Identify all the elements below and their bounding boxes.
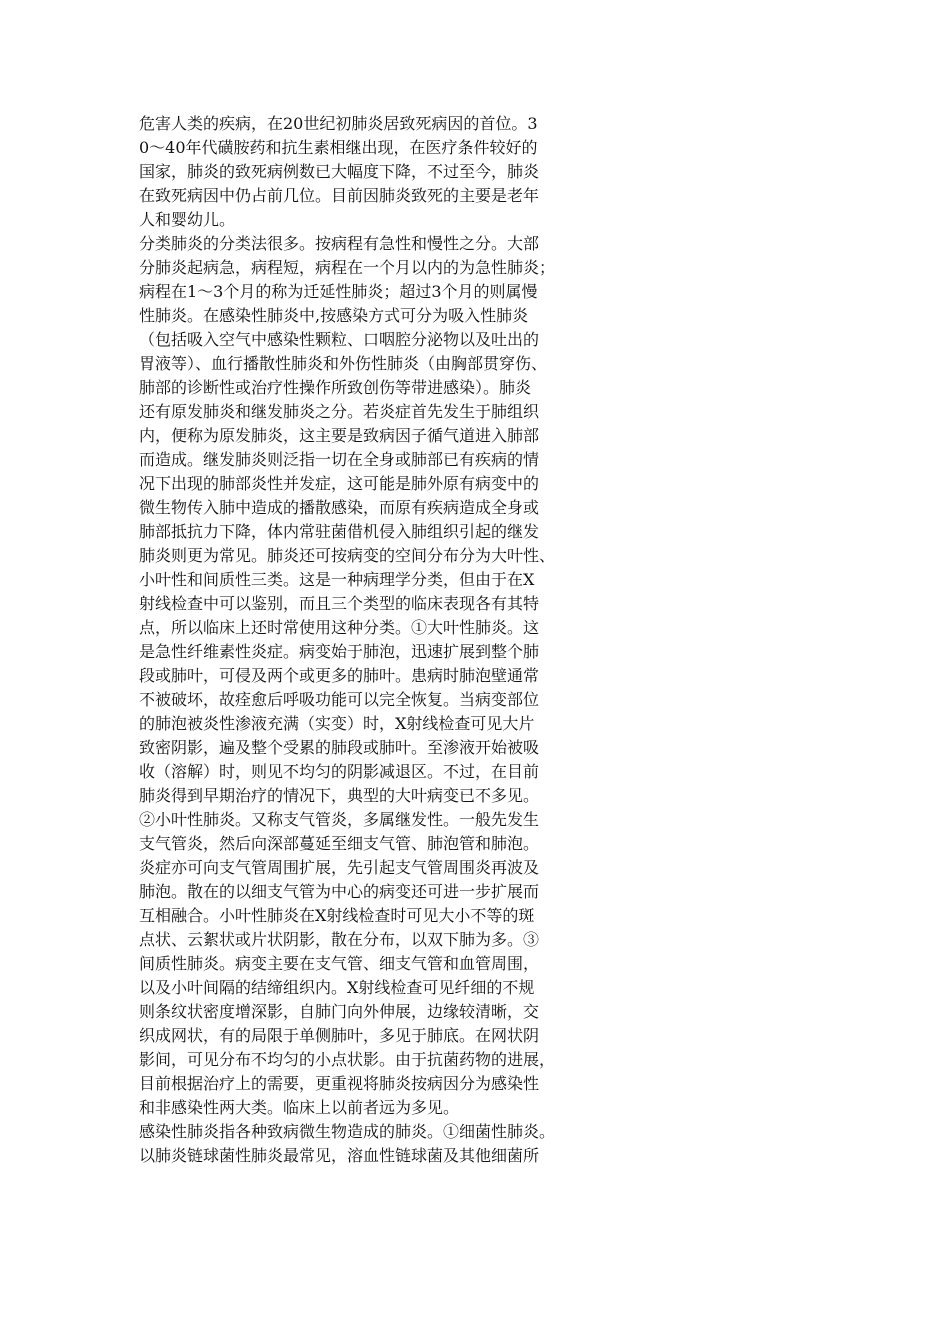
text-line: 胃液等）、血行播散性肺炎和外伤性肺炎（由胸部贯穿伤、: [139, 354, 548, 373]
text-line: （包括吸入空气中感染性颗粒、口咽腔分泌物以及吐出的: [139, 330, 540, 349]
text-line: 而造成。继发肺炎则泛指一切在全身或肺部已有疾病的情: [139, 450, 540, 469]
text-line: 间质性肺炎。病变主要在支气管、细支气管和血管周围，: [139, 954, 540, 973]
text-line: 小叶性和间质性三类。这是一种病理学分类，但由于在X: [139, 570, 535, 589]
text-line: 肺炎则更为常见。肺炎还可按病变的空间分布分为大叶性、: [139, 546, 556, 565]
text-line: 况下出现的肺部炎性并发症，这可能是肺外原有病变中的: [139, 474, 540, 493]
text-line: 在致死病因中仍占前几位。目前因肺炎致死的主要是老年: [139, 186, 540, 205]
text-line: 性肺炎。在感染性肺炎中,按感染方式可分为吸入性肺炎: [139, 306, 529, 325]
text-line: 还有原发肺炎和继发肺炎之分。若炎症首先发生于肺组织: [139, 402, 540, 421]
text-line: 分肺炎起病急，病程短，病程在一个月以内的为急性肺炎；: [139, 258, 556, 277]
text-line: 肺炎得到早期治疗的情况下，典型的大叶病变已不多见。: [139, 786, 540, 805]
text-line: 点，所以临床上还时常使用这种分类。①大叶性肺炎。这: [139, 618, 540, 637]
text-line: 点状、云絮状或片状阴影，散在分布，以双下肺为多。③: [139, 930, 540, 949]
document-text-body: [139, 112, 579, 1168]
text-line: 目前根据治疗上的需要，更重视将肺炎按病因分为感染性: [139, 1074, 540, 1093]
text-line: 人和婴幼儿。: [139, 210, 236, 229]
text-line: 炎症亦可向支气管周围扩展，先引起支气管周围炎再波及: [139, 858, 540, 877]
text-line: ②小叶性肺炎。又称支气管炎，多属继发性。一般先发生: [139, 810, 540, 829]
text-line: 以肺炎链球菌性肺炎最常见，溶血性链球菌及其他细菌所: [139, 1146, 540, 1165]
text-line: 和非感染性两大类。临床上以前者远为多见。: [139, 1098, 460, 1117]
text-line: 互相融合。小叶性肺炎在X射线检查时可见大小不等的斑: [139, 906, 535, 925]
text-line: 的肺泡被炎性渗液充满（实变）时，X射线检查可见大片: [139, 714, 535, 733]
text-line: 危害人类的疾病，在20世纪初肺炎居致死病因的首位。3: [139, 114, 538, 133]
text-line: 织成网状，有的局限于单侧肺叶，多见于肺底。在网状阴: [139, 1026, 540, 1045]
text-line: 以及小叶间隔的结缔组织内。X射线检查可见纤细的不规: [139, 978, 535, 997]
text-line: 则条纹状密度增深影，自肺门向外伸展，边缘较清晰，交: [139, 1002, 540, 1021]
text-line: 影间，可见分布不均匀的小点状影。由于抗菌药物的进展，: [139, 1050, 556, 1069]
text-line: 分类肺炎的分类法很多。按病程有急性和慢性之分。大部: [139, 234, 540, 253]
text-line: 肺泡。散在的以细支气管为中心的病变还可进一步扩展而: [139, 882, 540, 901]
text-line: 是急性纤维素性炎症。病变始于肺泡，迅速扩展到整个肺: [139, 642, 540, 661]
text-line: 肺部的诊断性或治疗性操作所致创伤等带进感染）。肺炎: [139, 378, 532, 397]
text-line: 射线检查中可以鉴别，而且三个类型的临床表现各有其特: [139, 594, 540, 613]
text-line: 内，便称为原发肺炎，这主要是致病因子循气道进入肺部: [139, 426, 540, 445]
text-line: 致密阴影，遍及整个受累的肺段或肺叶。至渗液开始被吸: [139, 738, 540, 757]
text-line: 支气管炎，然后向深部蔓延至细支气管、肺泡管和肺泡。: [139, 834, 540, 853]
text-line: 微生物传入肺中造成的播散感染，而原有疾病造成全身或: [139, 498, 540, 517]
text-line: 不被破坏，故痊愈后呼吸功能可以完全恢复。当病变部位: [139, 690, 540, 709]
text-line: 段或肺叶，可侵及两个或更多的肺叶。患病时肺泡壁通常: [139, 666, 540, 685]
text-line: 收（溶解）时，则见不均匀的阴影减退区。不过，在目前: [139, 762, 540, 781]
text-line: 肺部抵抗力下降，体内常驻菌借机侵入肺组织引起的继发: [139, 522, 540, 541]
text-line: 病程在1～3个月的称为迁延性肺炎；超过3个月的则属慢: [139, 282, 538, 301]
text-line: 0～40年代磺胺药和抗生素相继出现，在医疗条件较好的: [139, 138, 538, 157]
text-line: 国家，肺炎的致死病例数已大幅度下降，不过至今，肺炎: [139, 162, 540, 181]
text-line: 感染性肺炎指各种致病微生物造成的肺炎。①细菌性肺炎。: [139, 1122, 556, 1141]
